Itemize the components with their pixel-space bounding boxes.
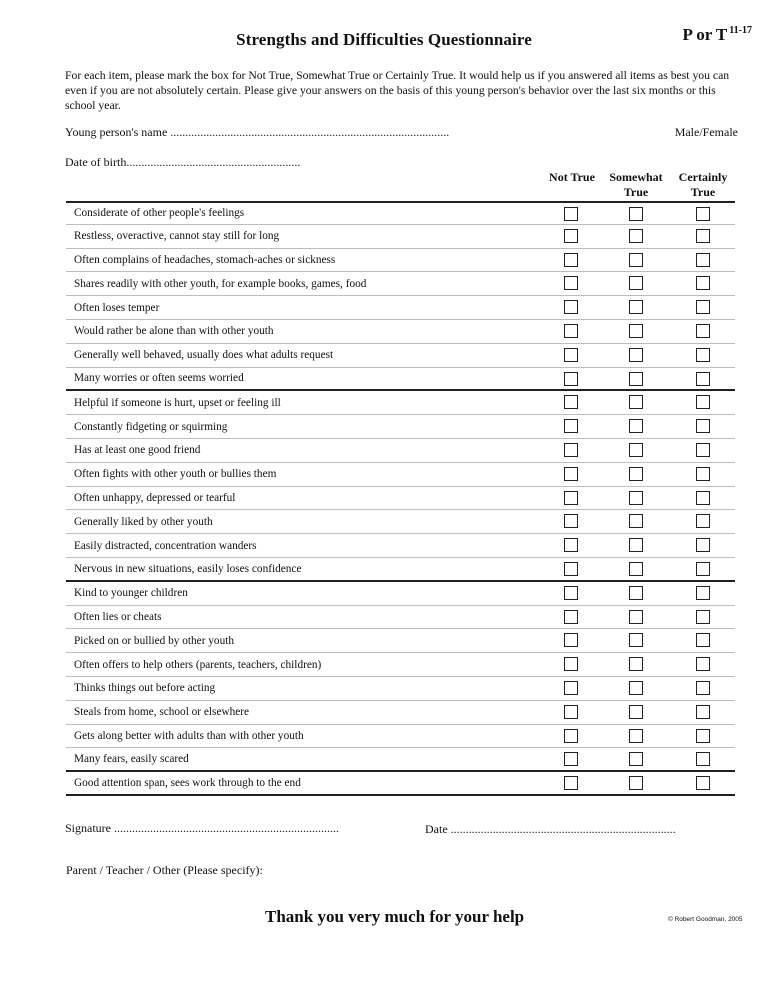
certainly-true-checkbox[interactable] — [696, 633, 710, 647]
item-text: Often complains of headaches, stomach-aches or sickness — [74, 253, 336, 266]
questionnaire-row — [66, 249, 735, 273]
not-true-checkbox[interactable] — [564, 586, 578, 600]
not-true-checkbox[interactable] — [564, 324, 578, 338]
certainly-true-checkbox[interactable] — [696, 443, 710, 457]
item-text: Often unhappy, depressed or tearful — [74, 491, 236, 504]
somewhat-true-checkbox[interactable] — [629, 586, 643, 600]
not-true-checkbox[interactable] — [564, 729, 578, 743]
name-field[interactable]: Young person's name ............................................................................................. — [65, 125, 450, 139]
item-text: Nervous in new situations, easily loses confidence — [74, 562, 302, 575]
questionnaire-table — [66, 201, 735, 796]
item-text: Thinks things out before acting — [74, 682, 216, 695]
somewhat-true-checkbox[interactable] — [629, 562, 643, 576]
not-true-checkbox[interactable] — [564, 443, 578, 457]
not-true-checkbox[interactable] — [564, 207, 578, 221]
not-true-checkbox[interactable] — [564, 610, 578, 624]
instructions: For each item, please mark the box for Not True, Somewhat True or Certainly True. It would help us if you answered all items as best you can even if you are not absolutely certain. Please give your answers on the basis of this young person's behavior over the last six months or this school year. — [65, 69, 730, 112]
questionnaire-row — [66, 415, 735, 439]
somewhat-true-checkbox[interactable] — [629, 729, 643, 743]
item-text: Often offers to help others (parents, teachers, children) — [74, 658, 322, 671]
certainly-true-checkbox[interactable] — [696, 681, 710, 695]
somewhat-true-checkbox[interactable] — [629, 752, 643, 766]
not-true-checkbox[interactable] — [564, 514, 578, 528]
form-code — [683, 25, 753, 45]
questionnaire-row — [66, 606, 735, 630]
questionnaire-row — [66, 748, 735, 772]
somewhat-true-checkbox[interactable] — [629, 419, 643, 433]
not-true-checkbox[interactable] — [564, 395, 578, 409]
copyright: © Robert Goodman, 2005 — [668, 916, 743, 923]
not-true-checkbox[interactable] — [564, 776, 578, 790]
not-true-checkbox[interactable] — [564, 229, 578, 243]
item-text: Considerate of other people's feelings — [74, 207, 245, 220]
somewhat-true-checkbox[interactable] — [629, 443, 643, 457]
questionnaire-row — [66, 510, 735, 534]
item-text: Steals from home, school or elsewhere — [74, 706, 250, 719]
certainly-true-checkbox[interactable] — [696, 657, 710, 671]
certainly-true-checkbox[interactable] — [696, 207, 710, 221]
item-text: Shares readily with other youth, for example books, games, food — [74, 277, 367, 290]
questionnaire-row — [66, 558, 735, 582]
item-text: Would rather be alone than with other youth — [74, 325, 274, 338]
somewhat-true-checkbox[interactable] — [629, 491, 643, 505]
certainly-true-checkbox[interactable] — [696, 729, 710, 743]
item-text: Constantly fidgeting or squirming — [74, 420, 228, 433]
somewhat-true-checkbox[interactable] — [629, 538, 643, 552]
not-true-checkbox[interactable] — [564, 348, 578, 362]
not-true-checkbox[interactable] — [564, 491, 578, 505]
item-text: Gets along better with adults than with other youth — [74, 729, 304, 742]
item-text: Picked on or bullied by other youth — [74, 634, 235, 647]
certainly-true-checkbox[interactable] — [696, 514, 710, 528]
questionnaire-row — [66, 201, 735, 225]
not-true-checkbox[interactable] — [564, 538, 578, 552]
certainly-true-checkbox[interactable] — [696, 705, 710, 719]
questionnaire-row — [66, 296, 735, 320]
somewhat-true-checkbox[interactable] — [629, 633, 643, 647]
item-text: Generally well behaved, usually does what adults request — [74, 349, 334, 362]
questionnaire-row — [66, 391, 735, 415]
not-true-checkbox[interactable] — [564, 633, 578, 647]
questionnaire-row — [66, 225, 735, 249]
item-text: Often loses temper — [74, 301, 160, 314]
certainly-true-checkbox[interactable] — [696, 562, 710, 576]
certainly-true-checkbox[interactable] — [696, 776, 710, 790]
questionnaire-row — [66, 701, 735, 725]
age-range: 11-17 — [729, 25, 752, 36]
not-true-checkbox[interactable] — [564, 562, 578, 576]
questionnaire-row — [66, 320, 735, 344]
not-true-checkbox[interactable] — [564, 467, 578, 481]
column-header-not-true: Not True — [549, 170, 595, 184]
certainly-true-checkbox[interactable] — [696, 491, 710, 505]
questionnaire-row — [66, 725, 735, 749]
not-true-checkbox[interactable] — [564, 276, 578, 290]
certainly-true-checkbox[interactable] — [696, 372, 710, 386]
questionnaire-row — [66, 439, 735, 463]
form-code-label: P or T — [682, 25, 728, 44]
certainly-true-checkbox[interactable] — [696, 229, 710, 243]
questionnaire-row — [66, 629, 735, 653]
questionnaire-row — [66, 582, 735, 606]
questionnaire-row — [66, 653, 735, 677]
questionnaire-row — [66, 772, 735, 796]
questionnaire-row — [66, 344, 735, 368]
somewhat-true-checkbox[interactable] — [629, 705, 643, 719]
certainly-true-checkbox[interactable] — [696, 467, 710, 481]
somewhat-true-checkbox[interactable] — [629, 253, 643, 267]
certainly-true-checkbox[interactable] — [696, 348, 710, 362]
item-text: Helpful if someone is hurt, upset or feeling ill — [74, 396, 281, 409]
questionnaire-row — [66, 534, 735, 558]
certainly-true-checkbox[interactable] — [696, 300, 710, 314]
column-header-certainly-true: Certainly True — [678, 170, 728, 199]
date-field[interactable]: Date ........................................................................... — [425, 822, 676, 836]
not-true-checkbox[interactable] — [564, 253, 578, 267]
certainly-true-checkbox[interactable] — [696, 419, 710, 433]
not-true-checkbox[interactable] — [564, 705, 578, 719]
questionnaire-row — [66, 487, 735, 511]
certainly-true-checkbox[interactable] — [696, 752, 710, 766]
item-text: Good attention span, sees work through to the end — [74, 777, 301, 790]
item-text: Often lies or cheats — [74, 610, 162, 623]
somewhat-true-checkbox[interactable] — [629, 467, 643, 481]
certainly-true-checkbox[interactable] — [696, 276, 710, 290]
questionnaire-row — [66, 677, 735, 701]
certainly-true-checkbox[interactable] — [696, 538, 710, 552]
somewhat-true-checkbox[interactable] — [629, 395, 643, 409]
not-true-checkbox[interactable] — [564, 419, 578, 433]
thank-you-message: Thank you very much for your help — [265, 907, 525, 926]
sex-field[interactable]: Male/Female — [674, 125, 738, 139]
item-text: Many fears, easily scared — [74, 753, 189, 766]
somewhat-true-checkbox[interactable] — [629, 276, 643, 290]
dob-field[interactable]: Date of birth.......................................................... — [65, 155, 301, 169]
questionnaire-row — [66, 368, 735, 392]
somewhat-true-checkbox[interactable] — [629, 348, 643, 362]
somewhat-true-checkbox[interactable] — [629, 324, 643, 338]
certainly-true-checkbox[interactable] — [696, 586, 710, 600]
item-text: Generally liked by other youth — [74, 515, 213, 528]
somewhat-true-checkbox[interactable] — [629, 372, 643, 386]
somewhat-true-checkbox[interactable] — [629, 300, 643, 314]
not-true-checkbox[interactable] — [564, 372, 578, 386]
certainly-true-checkbox[interactable] — [696, 395, 710, 409]
signature-field[interactable]: Signature ........................................................................... — [65, 821, 339, 835]
certainly-true-checkbox[interactable] — [696, 610, 710, 624]
item-text: Restless, overactive, cannot stay still for long — [74, 230, 280, 243]
certainly-true-checkbox[interactable] — [696, 253, 710, 267]
somewhat-true-checkbox[interactable] — [629, 514, 643, 528]
somewhat-true-checkbox[interactable] — [629, 229, 643, 243]
somewhat-true-checkbox[interactable] — [629, 610, 643, 624]
not-true-checkbox[interactable] — [564, 752, 578, 766]
column-header-somewhat-true: Somewhat True — [609, 170, 663, 199]
questionnaire-row — [66, 463, 735, 487]
item-text: Has at least one good friend — [74, 444, 201, 457]
somewhat-true-checkbox[interactable] — [629, 681, 643, 695]
page-title: Strengths and Difficulties Questionnaire — [236, 30, 532, 49]
relation-field[interactable]: Parent / Teacher / Other (Please specify): — [66, 863, 263, 877]
questionnaire-row — [66, 272, 735, 296]
not-true-checkbox[interactable] — [564, 681, 578, 695]
certainly-true-checkbox[interactable] — [696, 324, 710, 338]
not-true-checkbox[interactable] — [564, 657, 578, 671]
somewhat-true-checkbox[interactable] — [629, 207, 643, 221]
somewhat-true-checkbox[interactable] — [629, 657, 643, 671]
item-text: Easily distracted, concentration wanders — [74, 539, 257, 552]
item-text: Often fights with other youth or bullies them — [74, 468, 277, 481]
somewhat-true-checkbox[interactable] — [629, 776, 643, 790]
item-text: Kind to younger children — [74, 587, 188, 600]
not-true-checkbox[interactable] — [564, 300, 578, 314]
item-text: Many worries or often seems worried — [74, 372, 244, 385]
